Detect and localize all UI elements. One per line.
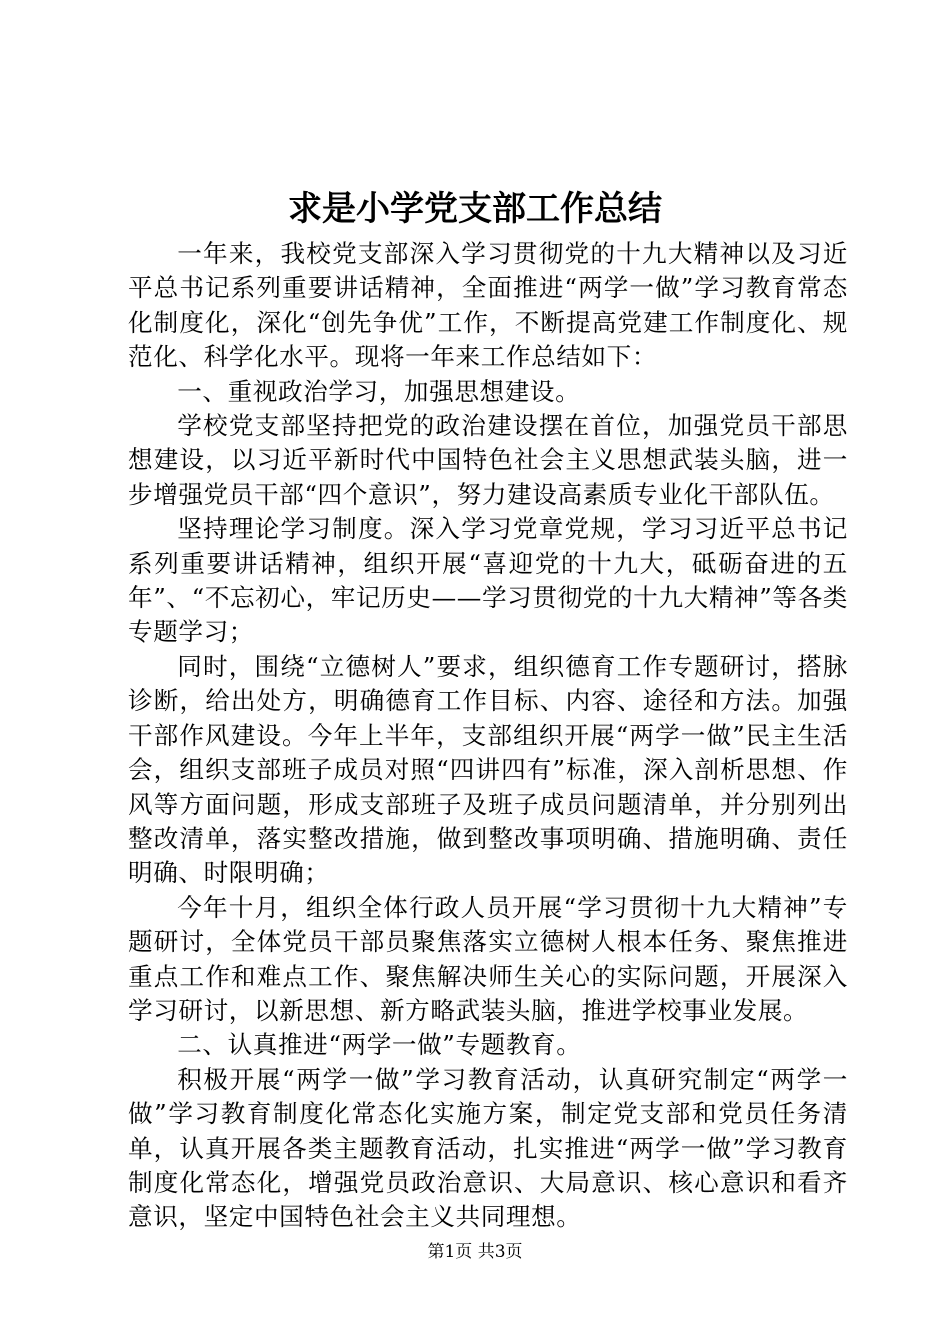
document-title: 求是小学党支部工作总结 (288, 189, 662, 229)
page-footer (0, 1240, 950, 1264)
page-total: 共3页 (477, 1242, 523, 1262)
page-number: 第1页 (427, 1242, 473, 1262)
document-body (128, 237, 848, 1235)
paragraph-moral-education: 同时，围绕“立德树人”要求，组织德育工作专题研讨，搭脉诊断，给出处方，明确德育工作目标、内容、途径和方法。加强干部作风建设。今年上半年，支部组织开展“两学一做”民主生活会，组织支部班子成员对照“四讲四有”标准，深入剖析思想、作风等方面问题，形成支部班子及班子成员问题清单，并分别列出整改清单，落实整改措施，做到整改事项明确、措施明确、责任明确、时限明确； (128, 651, 848, 888)
paragraph-political-building: 学校党支部坚持把党的政治建设摆在首位，加强党员干部思想建设，以习近平新时代中国特色社会主义思想武装头脑，进一步增强党员干部“四个意识”，努力建设高素质专业化干部队伍。 (128, 411, 848, 509)
section-heading-2: 二、认真推进“两学一做”专题教育。 (177, 1030, 582, 1060)
paragraph-two-studies: 积极开展“两学一做”学习教育活动，认真研究制定“两学一做”学习教育制度化常态化实施方案，制定党支部和党员任务清单，认真开展各类主题教育活动，扎实推进“两学一做”学习教育制度化常态化，增强党员政治意识、大局意识、核心意识和看齐意识，坚定中国特色社会主义共同理想。 (128, 1064, 848, 1232)
paragraph-theory-study: 坚持理论学习制度。深入学习党章党规，学习习近平总书记系列重要讲话精神，组织开展“喜迎党的十九大，砥砺奋进的五年”、“不忘初心，牢记历史——学习贯彻党的十九大精神”等各类专题学习； (128, 514, 848, 647)
paragraph-intro: 一年来，我校党支部深入学习贯彻党的十九大精神以及习近平总书记系列重要讲话精神，全面推进“两学一做”学习教育常态化制度化，深化“创先争优”工作，不断提高党建工作制度化、规范化、科学化水平。现将一年来工作总结如下： (128, 239, 848, 372)
paragraph-october-seminar: 今年十月，组织全体行政人员开展“学习贯彻十九大精神”专题研讨，全体党员干部员聚焦落实立德树人根本任务、聚焦推进重点工作和难点工作、聚焦解决师生关心的实际问题，开展深入学习研讨，以新思想、新方略武装头脑，推进学校事业发展。 (128, 892, 848, 1025)
section-heading-1: 一、重视政治学习，加强思想建设。 (177, 376, 581, 406)
